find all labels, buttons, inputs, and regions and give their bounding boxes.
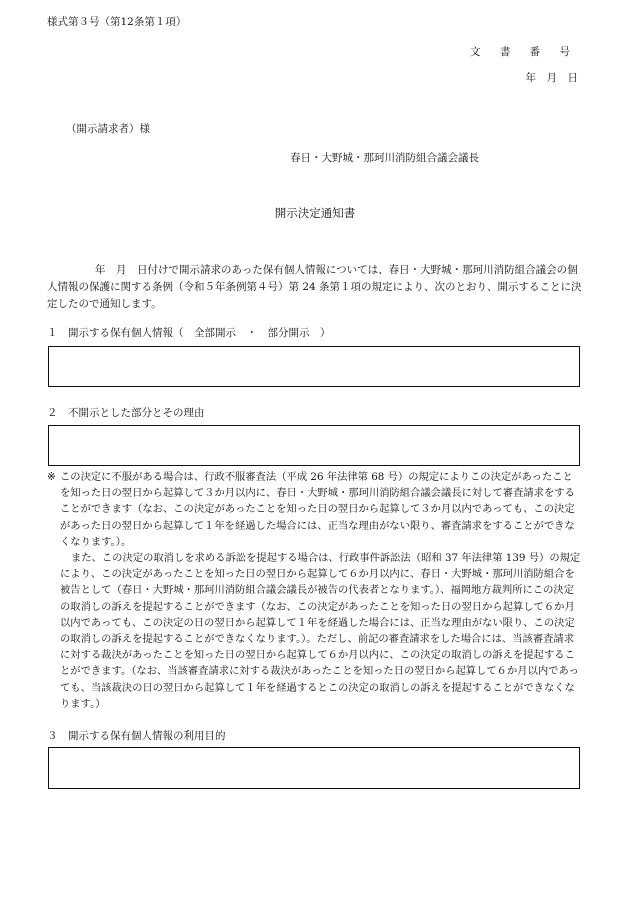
document-date-label: 年 月 日 — [525, 72, 578, 84]
form-number-label: 様式第３号（第12条第１項） — [47, 16, 187, 28]
section-1-heading: １ 開示する保有個人情報（ 全部開示 ・ 部分開示 ） — [47, 327, 331, 339]
section-3-box — [48, 747, 580, 789]
sender: 春日・大野城・那珂川消防組合議会議長 — [290, 152, 479, 164]
appeal-note — [47, 469, 581, 712]
section-2-box — [48, 425, 580, 466]
section-3-heading: ３ 開示する保有個人情報の利用目的 — [47, 730, 226, 742]
document-number-label: 文 書 番 号 — [469, 46, 578, 58]
section-1-box — [48, 346, 580, 387]
note-paragraph-1: この決定に不服がある場合は、行政不服審査法（平成 26 年法律第 68 号）の規定によりこの決定があったことを知った日の翌日から起算して３か月以内に、春日・大野城・那珂川消防組合議会議長に対して審査請求をすることができます（なお、この決定があったことを知った日の翌日から起算して３か月以内であっても、この決定があった日の翌日から起算して１年を経過した場合には、正当な理由がない限り、審査請求をすることができなくなります。）。 — [60, 471, 575, 548]
section-2-heading: ２ 不開示とした部分とその理由 — [47, 407, 205, 419]
addressee: （開示請求者）様 — [66, 123, 150, 135]
intro-paragraph: 年 月 日付けで開示請求のあった保有個人情報については、春日・大野城・那珂川消防組合議会の個人情報の保護に関する条例（令和５年条例第４号）第 24 条第１項の規定により、次のとおり、開示することに決定したので通知します。 — [47, 264, 582, 310]
note-mark: ※ — [47, 471, 56, 483]
page-title: 開示決定通知書 — [274, 206, 356, 220]
note-paragraph-2: また、この決定の取消しを求める訴訟を提起する場合は、行政事件訴訟法（昭和 37 年法律第 139 号）の規定により、この決定があったことを知った日の翌日から起算して６か月以内に、春日・大野城・那珂川消防組合を被告として（春日・大野城・那珂川消防組合議会議長が被告の代表者となります。）、福岡地方裁判所にこの決定の取消しの訴えを提起することができます（なお、この決定があったことを知った日の翌日から起算して６か月以内であっても、この決定の日の翌日から起算して１年を経過した場合には、正当な理由がない限り、この決定の取消しの訴えを提起することができなくなります。）。ただし、前記の審査請求をした場合には、当該審査請求に対する裁決があったことを知った日の翌日から起算して６か月以内に、この決定の取消しの訴えを提起することができます。（なお、当該審査請求に対する裁決があったことを知った日の翌日から起算して６か月以内であっても、当該裁決の日の翌日から起算して１年を経過するとこの決定の取消しの訴えを提起することができなくなります。） — [60, 552, 581, 710]
